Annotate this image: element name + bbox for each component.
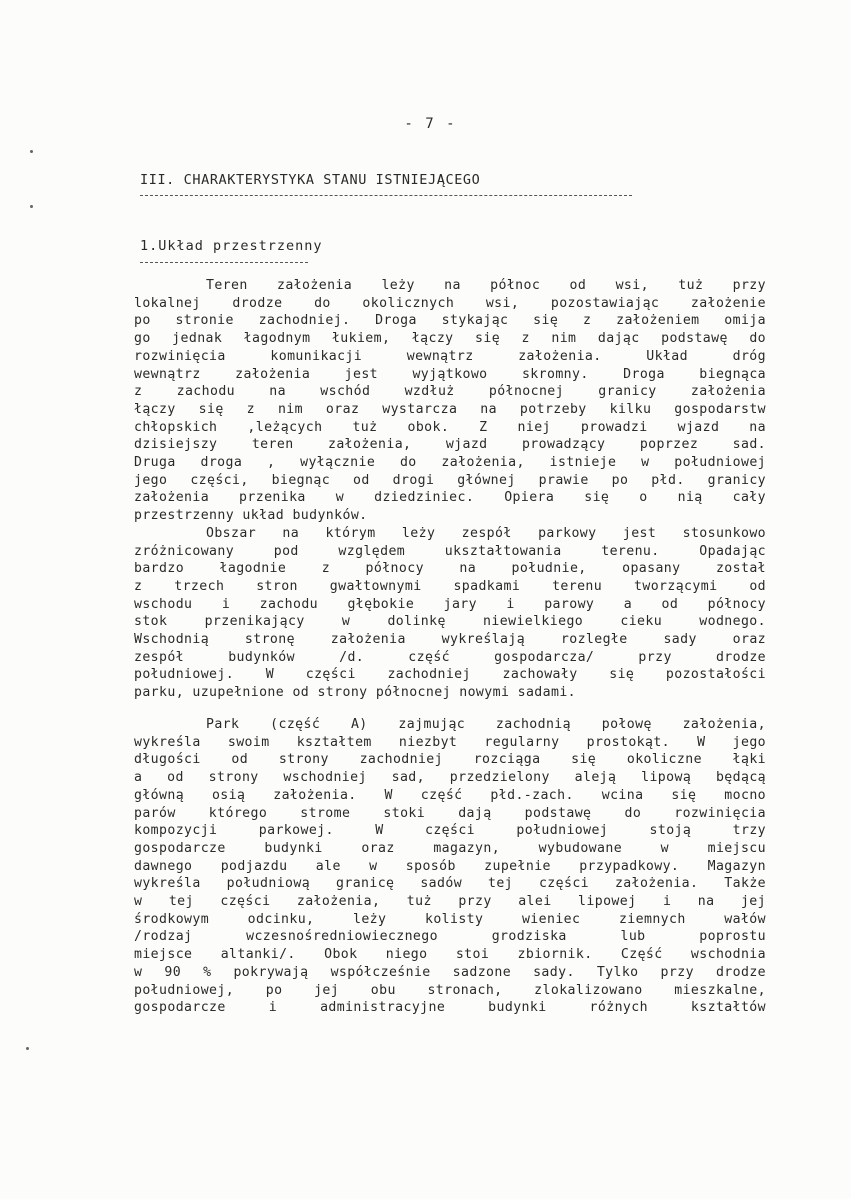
text-line: założenia przenika w dziedziniec. Opiera się o nią cały	[134, 490, 766, 506]
text-line: w 90 % pokrywają współcześnie sadzone sady. Tylko przy drodze	[134, 964, 766, 980]
text-line: wschodu i zachodu głębokie jary i parowy a od północy	[134, 596, 766, 612]
text-line: środkowym odcinku, leży kolisty wieniec ziemnych wałów	[134, 911, 766, 927]
text-line: kompozycji parkowej. W części południowej stoją trzy	[134, 823, 766, 839]
text-line: z trzech stron gwałtownymi spadkami terenu tworzącymi od	[134, 578, 766, 594]
text-line: jego części, biegnąc od drogi głównej prawie po płd. granicy	[134, 472, 766, 488]
text-line: a od strony wschodniej sad, przedzielony aleją lipową będącą	[134, 770, 766, 786]
text-line: zróżnicowany pod względem ukształtowania terenu. Opadając	[134, 543, 766, 559]
text-line: rozwinięcia komunikacji wewnątrz założenia. Układ dróg	[134, 348, 766, 364]
text-line: miejsce altanki/. Obok niego stoi zbiornik. Część wschodnia	[134, 947, 766, 963]
chapter-title: III. CHARAKTERYSTYKA STANU ISTNIEJĄCEGO	[140, 172, 481, 188]
text-line: /rodzaj wczesnośredniowiecznego grodziska lub poprostu	[134, 929, 766, 945]
text-line: z zachodu na wschód wzdłuż północnej granicy założenia	[134, 384, 766, 400]
text-line: gospodarcze i administracyjne budynki różnych kształtów	[134, 1000, 766, 1016]
text-line: parów którego strome stoki dają podstawę do rozwinięcia	[134, 805, 766, 821]
chapter-underline	[140, 195, 632, 196]
text-line: zespół budynków /d. część gospodarcza/ przy drodze	[134, 649, 766, 665]
text-line: Druga droga , wyłącznie do założenia, istnieje w południowej	[134, 455, 766, 470]
margin-speck	[30, 205, 33, 208]
text-line: w tej części założenia, tuż przy alei lipowej i na jej	[134, 894, 766, 909]
margin-speck	[30, 150, 33, 153]
text-line: wykreśla południową granicę sadów tej części założenia. Także	[134, 876, 766, 892]
text-line: chłopskich ,leżących tuż obok. Z niej prowadzi wjazd na	[134, 419, 766, 435]
text-line: długości od strony zachodniej rozciąga się okoliczne łąki	[134, 752, 766, 768]
section-underline	[140, 262, 308, 263]
text-line: po stronie zachodniej. Droga stykając się z założeniem omija	[134, 313, 766, 329]
text-line: dawnego podjazdu ale w sposób zupełnie przypadkowy. Magazyn	[134, 858, 766, 874]
text-line: Wschodnią stronę założenia wykreślają rozległe sady oraz	[134, 632, 766, 647]
text-line: Park (część A) zajmując zachodnią połowę założenia,	[206, 717, 766, 732]
text-line: południowej, po jej obu stronach, zlokalizowano mieszkalne,	[134, 982, 766, 998]
text-line: Obszar na którym leży zespół parkowy jest stosunkowo	[206, 525, 766, 541]
page-number: - 7 -	[404, 116, 457, 132]
text-line: parku, uzupełnione od strony północnej nowymi sadami.	[134, 685, 576, 701]
text-line: południowej. W części zachodniej zachowały się pozostałości	[134, 667, 766, 683]
text-line: wykreśla swoim kształtem niezbyt regularny prostokąt. W jego	[134, 734, 766, 750]
text-line: przestrzenny układ budynków.	[134, 508, 368, 524]
text-line: bardzo łagodnie z północy na południe, opasany został	[134, 561, 766, 577]
text-line: łączy się z nim oraz wystarcza na potrzeby kilku gospodarstw	[134, 401, 766, 417]
text-line: go jednak łagodnym łukiem, łączy się z nim dając podstawę do	[134, 331, 766, 347]
text-line: wewnątrz założenia jest wyjątkowo skromny. Droga biegnąca	[134, 366, 766, 382]
text-line: stok przenikający w dolinkę niewielkiego cieku wodnego.	[134, 614, 766, 630]
text-line: dzisiejszy teren założenia, wjazd prowadzący poprzez sad.	[134, 437, 766, 453]
text-line: lokalnej drodze do okolicznych wsi, pozostawiając założenie	[134, 295, 766, 311]
text-line: gospodarcze budynki oraz magazyn, wybudowane w miejscu	[134, 840, 766, 856]
margin-speck	[26, 1047, 29, 1050]
text-line: Teren założenia leży na północ od wsi, tuż przy	[206, 278, 766, 293]
section-title: 1.Układ przestrzenny	[140, 238, 323, 254]
text-line: główną osią założenia. W część płd.-zach. wcina się mocno	[134, 787, 766, 803]
